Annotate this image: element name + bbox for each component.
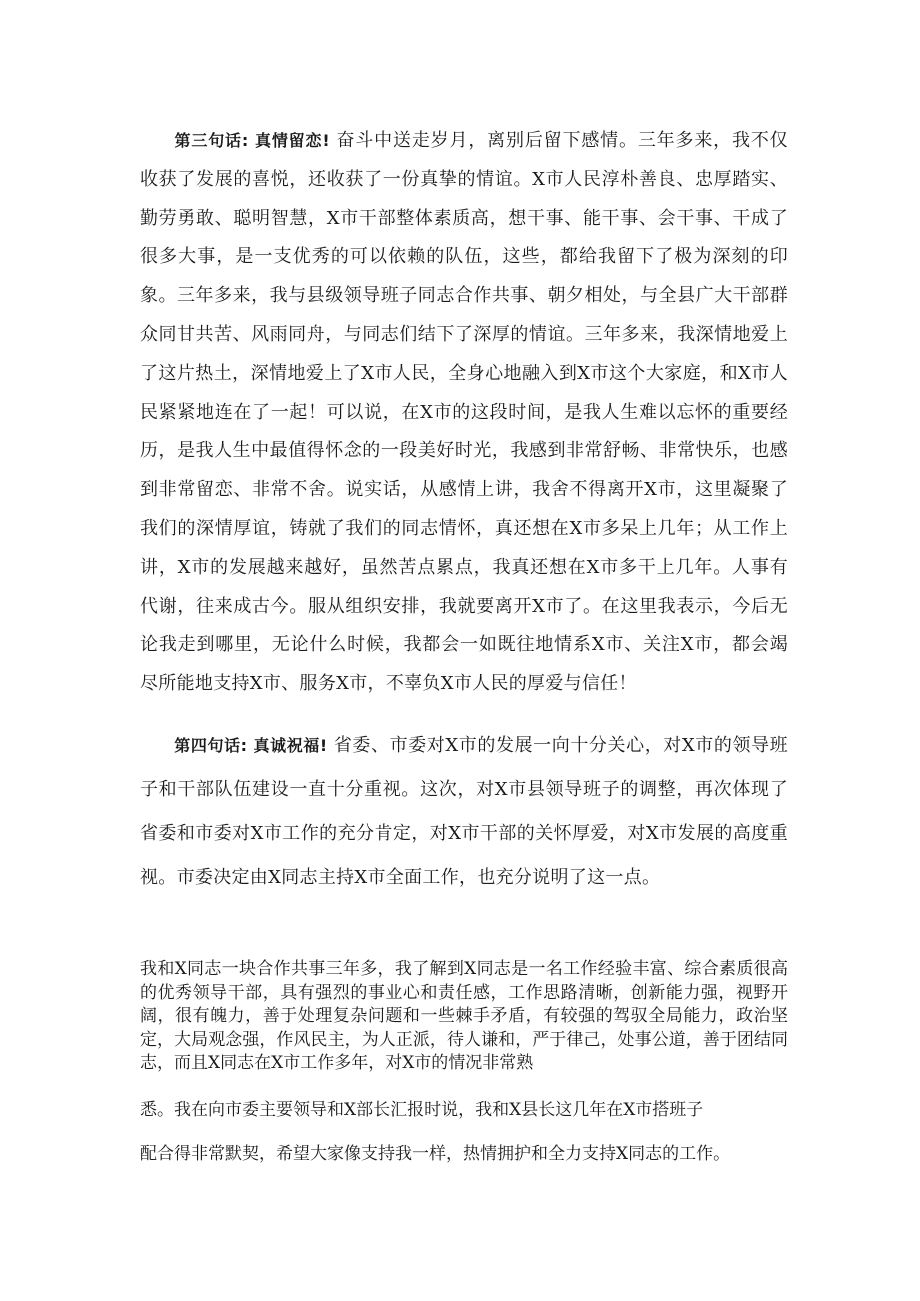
paragraph-lead: 第四句话: 真诚祝福! bbox=[174, 736, 328, 755]
paragraph-closing-line: 配合得非常默契，希望大家像支持我一样，热情拥护和全力支持X同志的工作。 bbox=[140, 1144, 731, 1164]
paragraph-report-line: 悉。我在向市委主要领导和X部长汇报时说，我和X县长这几年在X市搭班子 bbox=[140, 1100, 704, 1120]
paragraph-text: 奋斗中送走岁月，离别后留下感情。三年多来，我不仅收获了发展的喜悦，还收获了一份真挚的情谊。X市人民淳朴善良、忠厚踏实、勤劳勇敢、聪明智慧，X市干部整体素质高，想干事、能干事、会干事、干成了很多大事，是一支优秀的可以依赖的队伍，这些，都给我留下了极为深刻的印象。三年多来，我与县级领导班子同志合作共事、朝夕相处，与全县广大干部群众同甘共苦、风雨同舟，与同志们结下了深厚的情谊。三年多来，我深情地爱上了这片热土，深情地爱上了X市人民，全身心地融入到X市这个大家庭，和X市人民紧紧地连在了一起！可以说，在X市的这段时间，是我人生难以忘怀的重要经历，是我人生中最值得怀念的一段美好时光，我感到非常舒畅、非常快乐，也感到非常留恋、非常不舍。说实话，从感情上讲，我舍不得离开X市，这里凝聚了我们的深情厚谊，铸就了我们的同志情怀，真还想在X市多呆上几年；从工作上讲，X市的发展越来越好，虽然苦点累点，我真还想在X市多干上几年。人事有代谢，往来成古今。服从组织安排，我就要离开X市了。在这里我表示，今后无论我走到哪里，无论什么时候，我都会一如既往地情系X市、关注X市，都会竭尽所能地支持X市、服务X市，不辜负X市人民的厚爱与信任！ bbox=[140, 130, 788, 695]
paragraph-colleague-evaluation: 我和X同志一块合作共事三年多，我了解到X同志是一名工作经验丰富、综合素质很高的优秀领导干部，具有强烈的事业心和责任感，工作思路清晰，创新能力强，视野开阔，很有魄力，善于处理复杂问题和一些棘手矛盾，有较强的驾驭全局能力，政治坚定，大局观念强，作风民主，为人正派，待人谦和，严于律己，处事公道，善于团结同志，而且X同志在X市工作多年，对X市的情况非常熟 bbox=[140, 959, 788, 1073]
paragraph-fourth-saying bbox=[140, 724, 788, 900]
paragraph-text: 省委、市委对X市的发展一向十分关心，对X市的领导班子和干部队伍建设一直十分重视。这次，对X市县领导班子的调整，再次体现了省委和市委对X市工作的充分肯定，对X市干部的关怀厚爱，对X市发展的高度重视。市委决定由X同志主持X市全面工作，也充分说明了这一点。 bbox=[140, 735, 788, 888]
paragraph-lead: 第三句话: 真情留恋! bbox=[174, 131, 330, 150]
paragraph-third-saying bbox=[140, 122, 788, 704]
